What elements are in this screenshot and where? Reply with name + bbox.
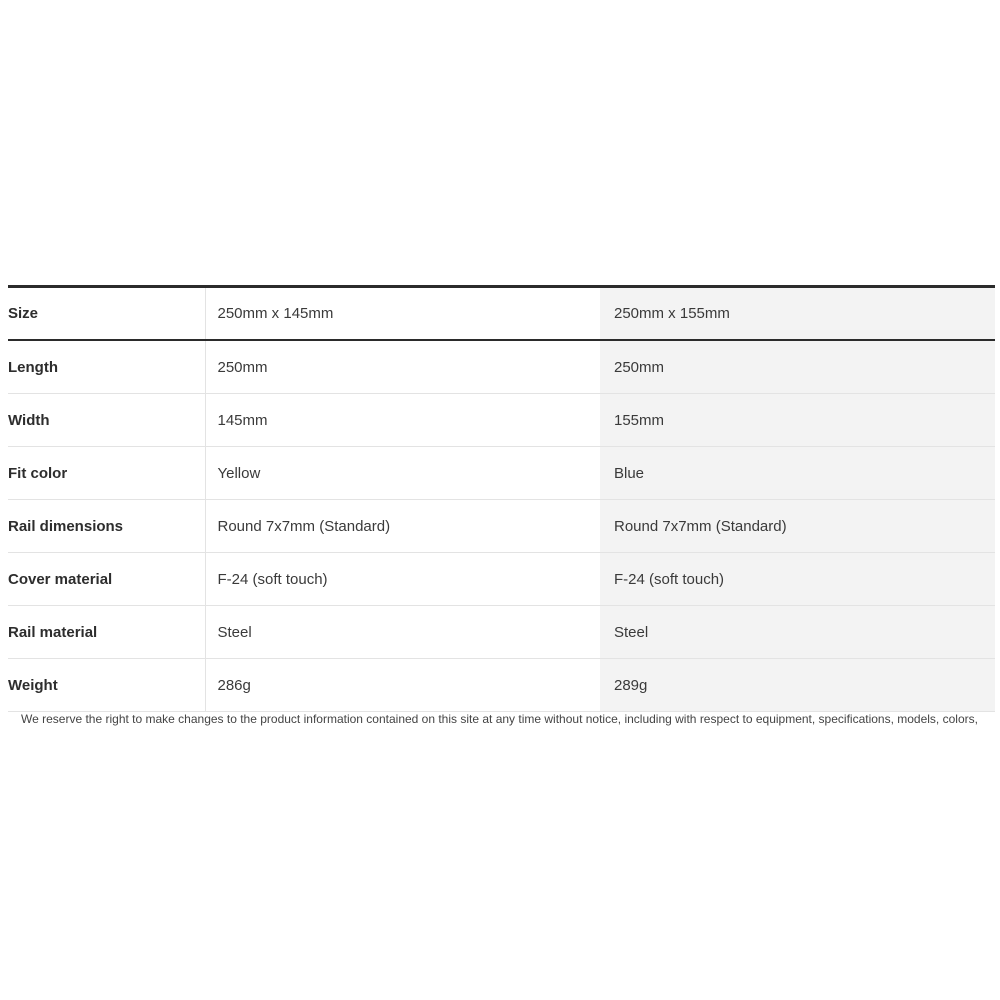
row-label: Cover material [8, 553, 205, 606]
row-label: Rail material [8, 606, 205, 659]
table-row [8, 447, 995, 500]
variant-a-value: 145mm [205, 394, 600, 447]
table-row [8, 500, 995, 553]
table-header-row [8, 287, 995, 341]
variant-b-value: 250mm [600, 340, 995, 394]
disclaimer-text: We reserve the right to make changes to the product information contained on this site at any time without notice, including with respect to equipment, specifications, models, colors, [21, 712, 978, 726]
variant-b-value: Steel [600, 606, 995, 659]
variant-b-value: 155mm [600, 394, 995, 447]
variant-a-size: 250mm x 145mm [205, 287, 600, 341]
table-row [8, 553, 995, 606]
row-label: Fit color [8, 447, 205, 500]
variant-b-value: Round 7x7mm (Standard) [600, 500, 995, 553]
table-row [8, 659, 995, 712]
table-row [8, 606, 995, 659]
variant-a-value: Round 7x7mm (Standard) [205, 500, 600, 553]
row-label: Rail dimensions [8, 500, 205, 553]
variant-a-value: Yellow [205, 447, 600, 500]
variant-a-value: Steel [205, 606, 600, 659]
variant-b-value: F-24 (soft touch) [600, 553, 995, 606]
row-label: Width [8, 394, 205, 447]
row-label: Size [8, 287, 205, 341]
variant-a-value: F-24 (soft touch) [205, 553, 600, 606]
spec-table [8, 285, 995, 712]
variant-a-value: 286g [205, 659, 600, 712]
variant-b-value: Blue [600, 447, 995, 500]
variant-a-value: 250mm [205, 340, 600, 394]
table-row [8, 340, 995, 394]
row-label: Weight [8, 659, 205, 712]
variant-b-value: 289g [600, 659, 995, 712]
row-label: Length [8, 340, 205, 394]
spec-table-container [8, 285, 995, 712]
variant-b-size: 250mm x 155mm [600, 287, 995, 341]
table-row [8, 394, 995, 447]
